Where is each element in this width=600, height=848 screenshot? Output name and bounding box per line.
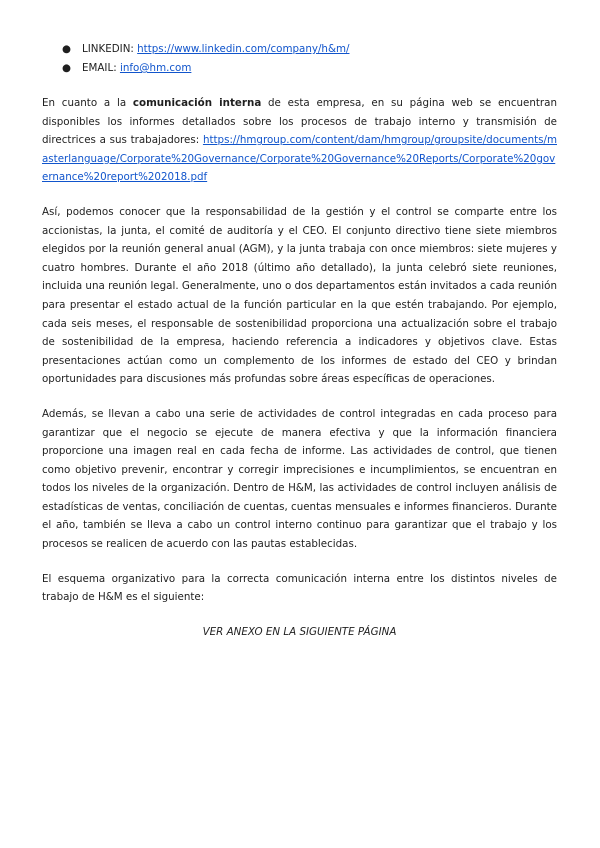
paragraph-text: de esta empresa, en su página web se encuentran disponibles los informes detallados sobre los procesos de trabajo interno y transmisión de directrices a sus trabajadores:: [42, 97, 557, 147]
paragraph-control-activities: Además, se llevan a cabo una serie de actividades de control integradas en cada proceso para garantizar que el negocio se ejecute de manera efectiva y que la información financiera proporcione una imagen real en cada fecha de informe. Las actividades de control, que tienen como objetivo prevenir, encontrar y corregir imprecisiones e incumplimientos, se encuentran en todos los niveles de la organización. Dentro de H&M, las actividades de control incluyen análisis de estadísticas de ventas, conciliación de cuentas, cuentas mensuales e informes financieros. Durante el año, también se lleva a cabo un control interno continuo para garantizar que el trabajo y los procesos se realicen de acuerdo con las pautas establecidas.: [42, 407, 557, 551]
email-link[interactable]: info@hm.com: [119, 62, 192, 74]
contact-email: [62, 59, 557, 78]
bullet-icon: ●: [62, 43, 71, 55]
document-page: [42, 40, 557, 641]
bullet-icon: ●: [62, 62, 71, 74]
paragraph-internal-communication: [42, 94, 557, 187]
contact-label: EMAIL:: [82, 62, 120, 74]
paragraph-scheme: El esquema organizativo para la correcta comunicación interna entre los distintos niveles de trabajo de H&M es el siguiente:: [42, 572, 557, 604]
contact-linkedin: [62, 40, 557, 59]
paragraph-text: En cuanto a la: [42, 97, 133, 109]
report-link[interactable]: https://hmgroup.com/content/dam/hmgroup/groupsite/documents/masterlanguage/Corporate%20Governance/Corporate%20Governance%20Reports/Corporate%20governance%20report%202018.pdf: [42, 134, 557, 184]
contact-list: [42, 40, 557, 78]
bold-term: comunicación interna: [132, 97, 262, 109]
linkedin-link[interactable]: https://www.linkedin.com/company/h&m/: [137, 43, 350, 55]
paragraph-governance: Así, podemos conocer que la responsabilidad de la gestión y el control se comparte entre los accionistas, la junta, el comité de auditoría y el CEO. El conjunto directivo tiene siete miembros elegidos por la reunión general anual (AGM), y la junta trabaja con once miembros: siete mujeres y cuatro hombres. Durante el año 2018 (último año detallado), la junta celebró siete reuniones, incluida una reunión legal. Generalmente, uno o dos departamentos están invitados a cada reunión para presentar el estado actual de la función particular en la que estén trabajando. Por ejemplo, cada seis meses, el responsable de sostenibilidad proporciona una actualización sobre el trabajo de sostenibilidad de la empresa, haciendo referencia a indicadores y objetivos clave. Estas presentaciones actúan como un complemento de los informes de estado del CEO y brindan oportunidades para discusiones más profundas sobre áreas específicas de operaciones.: [42, 205, 557, 386]
annex-note: VER ANEXO EN LA SIGUIENTE PÁGINA: [202, 625, 397, 638]
contact-label: LINKEDIN:: [82, 43, 138, 55]
